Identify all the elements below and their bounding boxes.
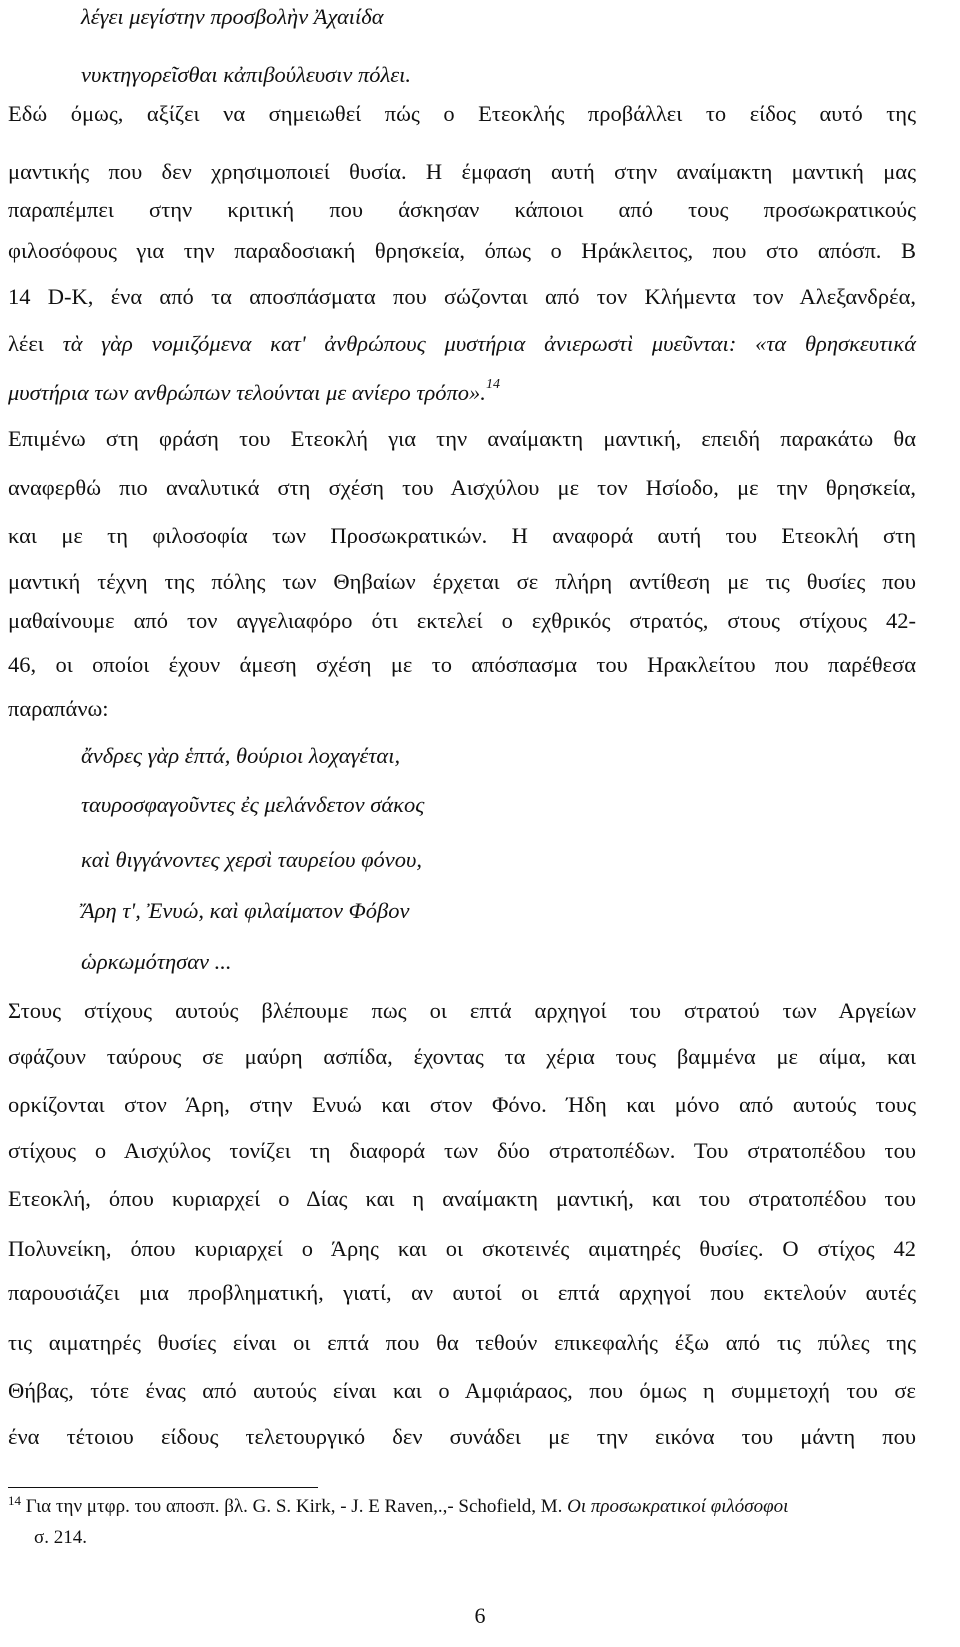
greek-quote: τὰ γὰρ νομιζόμενα κατ' ἀνθρώπους μυστήρια ἀνιερωστὶ μυεῦνται <box>62 331 729 356</box>
footnote-ref[interactable]: 14 <box>485 377 500 392</box>
footnote-number: 14 <box>8 1493 21 1508</box>
body-line: 46, οι οποίοι έχουν άμεση σχέση με το απόσπασμα του Ηρακλείτου που παρέθεσα <box>8 652 916 677</box>
body-line: ένα τέτοιου είδους τελετουργικό δεν συνάδει με την εικόνα του μάντη που <box>8 1424 916 1449</box>
body-line: μαντική τέχνη της πόλης των Θηβαίων έρχεται σε πλήρη αντίθεση με τις θυσίες που <box>8 569 916 594</box>
body-line: μαθαίνουμε από τον αγγελιαφόρο ότι εκτελεί ο εχθρικός στρατός, στους στίχους 42- <box>8 608 916 633</box>
footnote <box>8 1494 916 1520</box>
body-line: ορκίζονται στον Άρη, στην Ενυώ και στον Φόνο. Ήδη και μόνο από αυτούς τους <box>8 1092 916 1117</box>
body-text: λέει <box>8 331 63 356</box>
body-line: μαντικής που δεν χρησιμοποιεί θυσία. Η έμφαση αυτή στην αναίμακτη μαντική μας <box>8 159 916 184</box>
quote-line: νυκτηγορεῖσθαι κἀπιβούλευσιν πόλει. <box>81 62 412 87</box>
body-line-mixed <box>8 378 916 408</box>
quote-line: ὡρκωμότησαν ... <box>81 949 232 974</box>
quote-line: λέγει μεγίστην προσβολὴν Ἀχαιίδα <box>81 4 384 29</box>
body-text: : «τα θρησκευτικά <box>728 331 917 356</box>
body-line: Ετεοκλή, όπου κυριαρχεί ο Δίας και η αναίμακτη μαντική, και του στρατοπέδου του <box>8 1186 916 1211</box>
body-line: Θήβας, τότε ένας από αυτούς είναι και ο Αμφιάραος, που όμως η συμμετοχή του σε <box>8 1378 916 1403</box>
body-line: 14 D-K, ένα από τα αποσπάσματα που σώζονται από τον Κλήμεντα τον Αλεξανδρέα, <box>8 284 916 309</box>
body-line: παραπέμπει στην κριτική που άσκησαν κάποιοι από τους προσωκρατικούς <box>8 197 916 222</box>
body-line: Πολυνείκη, όπου κυριαρχεί ο Άρης και οι σκοτεινές αιματηρές θυσίες. Ο στίχος 42 <box>8 1236 916 1261</box>
translation-text: μυστήρια των ανθρώπων τελούνται με ανίερο τρόπο». <box>8 380 486 405</box>
quote-line: ἄνδρες γὰρ ἑπτά, θούριοι λοχαγέται, <box>81 743 401 768</box>
page-number: 6 <box>474 1603 486 1628</box>
body-line: και με τη φιλοσοφία των Προσωκρατικών. Η αναφορά αυτή του Ετεοκλή στη <box>8 523 916 548</box>
body-line: Επιμένω στη φράση του Ετεοκλή για την αναίμακτη μαντική, επειδή παρακάτω θα <box>8 426 916 451</box>
body-line: παραπάνω: <box>8 696 109 721</box>
body-line: Εδώ όμως, αξίζει να σημειωθεί πώς ο Ετεοκλής προβάλλει το είδος αυτό της <box>8 101 916 126</box>
body-line: παρουσιάζει μια προβληματική, γιατί, αν αυτοί οι επτά αρχηγοί που εκτελούν αυτές <box>8 1280 916 1305</box>
quote-line: Ἄρη τ', Ἐνυώ, καὶ φιλαίματον Φόβον <box>81 898 410 923</box>
footnote-text: Για την μτφρ. του αποσπ. βλ. G. S. Kirk, - J. E Raven,.,- Schofield, M. <box>21 1496 568 1517</box>
body-line: τις αιματηρές θυσίες είναι οι επτά που θα τεθούν επικεφαλής έξω από τις πύλες της <box>8 1330 916 1355</box>
quote-line: ταυροσφαγοῦντες ἐς μελάνδετον σάκος <box>81 792 425 817</box>
body-line: στίχους ο Αισχύλος τονίζει τη διαφορά των δύο στρατοπέδων. Του στρατοπέδου του <box>8 1138 916 1163</box>
body-line: αναφερθώ πιο αναλυτικά στη σχέση του Αισχύλου με τον Ησίοδο, με την θρησκεία, <box>8 475 916 500</box>
body-line: σφάζουν ταύρους σε μαύρη ασπίδα, έχοντας τα χέρια τους βαμμένα με αίμα, και <box>8 1044 916 1069</box>
footnote-page: σ. 214. <box>34 1527 87 1548</box>
body-line: Στους στίχους αυτούς βλέπουμε πως οι επτά αρχηγοί του στρατού των Αργείων <box>8 998 916 1023</box>
footnote-separator <box>8 1487 318 1488</box>
body-line-mixed <box>8 329 916 359</box>
body-line: φιλοσόφους για την παραδοσιακή θρησκεία, όπως ο Ηράκλειτος, που στο απόσπ. Β <box>8 238 916 263</box>
footnote-book-title: Οι προσωκρατικοί φιλόσοφοι <box>567 1496 789 1517</box>
quote-line: καὶ θιγγάνοντες χερσὶ ταυρείου φόνου, <box>81 847 422 872</box>
